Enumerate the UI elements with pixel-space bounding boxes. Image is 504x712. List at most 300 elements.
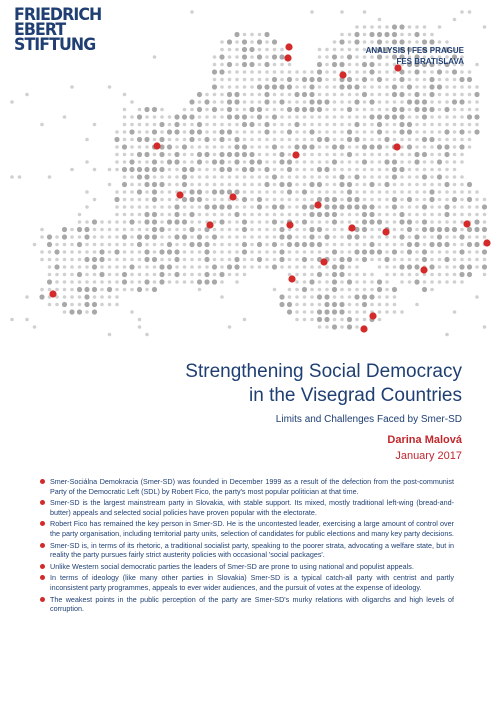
- map-dot: [108, 250, 112, 254]
- map-dot: [138, 258, 142, 262]
- map-dot: [325, 265, 329, 269]
- map-dot: [228, 220, 232, 224]
- map-dot: [257, 114, 262, 119]
- map-dot: [340, 198, 344, 202]
- map-dot: [445, 138, 449, 142]
- map-dot: [384, 137, 389, 142]
- map-dot: [429, 197, 434, 202]
- map-dot: [242, 39, 247, 44]
- map-dot: [144, 152, 149, 157]
- map-dot: [25, 318, 29, 322]
- map-dot: [459, 99, 464, 104]
- map-dot: [258, 250, 262, 254]
- map-dot: [115, 273, 119, 277]
- map-dot: [212, 204, 217, 209]
- map-dot: [249, 62, 254, 67]
- map-dot: [423, 123, 427, 127]
- map-dot: [363, 198, 367, 202]
- map-dot: [453, 243, 457, 247]
- map-dot: [197, 152, 202, 157]
- map-dot: [475, 108, 479, 112]
- map-dot: [303, 250, 307, 254]
- map-dot: [242, 152, 247, 157]
- map-dot: [189, 197, 194, 202]
- map-dot: [183, 190, 187, 194]
- map-dot: [482, 264, 487, 269]
- map-dot: [78, 265, 82, 269]
- map-dot: [250, 175, 254, 179]
- map-dot: [369, 99, 374, 104]
- map-dot: [362, 227, 367, 232]
- map-dot: [332, 287, 337, 292]
- map-dot: [348, 40, 352, 44]
- map-dot: [264, 62, 269, 67]
- map-dot: [422, 107, 427, 112]
- map-dot: [303, 115, 307, 119]
- map-dot: [452, 227, 457, 232]
- map-dot: [318, 190, 322, 194]
- map-dot: [273, 183, 277, 187]
- bullet-dot-icon: [40, 564, 45, 569]
- map-dot: [205, 93, 209, 97]
- map-dot: [393, 258, 397, 262]
- map-dot: [108, 303, 112, 307]
- map-dot: [242, 122, 247, 127]
- map-dot: [115, 295, 119, 299]
- map-dot: [243, 213, 247, 217]
- map-dot: [399, 24, 404, 29]
- map-dot: [48, 258, 52, 262]
- map-dot: [190, 123, 194, 127]
- map-dot: [92, 287, 97, 292]
- map-dot: [265, 153, 269, 157]
- map-dot: [347, 257, 352, 262]
- map-dot: [228, 138, 232, 142]
- map-dot: [429, 227, 434, 232]
- map-dot: [377, 249, 382, 254]
- map-dot: [325, 183, 329, 187]
- map-dot: [468, 145, 472, 149]
- summary-bullet: [50, 541, 454, 560]
- map-dot: [174, 159, 179, 164]
- map-dot: [318, 160, 322, 164]
- map-dot: [168, 198, 172, 202]
- map-dot: [399, 129, 404, 134]
- map-dot: [84, 227, 89, 232]
- map-dot: [138, 183, 142, 187]
- map-dot: [400, 100, 404, 104]
- map-dot: [235, 235, 239, 239]
- map-dot: [378, 228, 382, 232]
- map-dot: [288, 153, 292, 157]
- map-dot: [219, 219, 224, 224]
- map-dot: [333, 100, 337, 104]
- map-dot: [130, 250, 134, 254]
- map-dot: [303, 303, 307, 307]
- map-dot: [130, 153, 134, 157]
- map-dot: [475, 205, 479, 209]
- map-dot: [310, 318, 314, 322]
- map-dot: [369, 212, 374, 217]
- map-dot: [183, 153, 187, 157]
- map-dot: [145, 123, 149, 127]
- map-dot: [257, 39, 262, 44]
- map-dot: [145, 243, 149, 247]
- map-dot: [422, 114, 427, 119]
- map-dot: [174, 272, 179, 277]
- map-dot: [280, 265, 284, 269]
- map-dot: [340, 235, 344, 239]
- map-dot: [295, 303, 299, 307]
- map-dot: [228, 258, 232, 262]
- map-dot: [227, 62, 232, 67]
- map-dot: [242, 249, 247, 254]
- map-dot: [190, 10, 194, 14]
- map-dot: [369, 219, 374, 224]
- map-dot: [348, 273, 352, 277]
- map-dot: [348, 100, 352, 104]
- map-dot: [325, 175, 329, 179]
- map-dot: [453, 273, 457, 277]
- map-dot: [168, 280, 172, 284]
- map-dot: [348, 145, 352, 149]
- map-dot: [272, 174, 277, 179]
- map-dot: [47, 242, 52, 247]
- map-dot: [475, 250, 479, 254]
- map-dot: [242, 227, 247, 232]
- map-dot: [63, 115, 67, 119]
- map-dot: [25, 93, 29, 97]
- map-dot: [385, 280, 389, 284]
- map-dot: [385, 295, 389, 299]
- map-dot: [265, 48, 269, 52]
- map-dot: [250, 205, 254, 209]
- map-dot: [303, 295, 307, 299]
- map-dot: [399, 212, 404, 217]
- map-dot: [385, 273, 389, 277]
- map-dot: [153, 123, 157, 127]
- map-dot: [333, 70, 337, 74]
- map-dot: [475, 190, 479, 194]
- map-dot: [393, 303, 397, 307]
- map-dot: [160, 205, 164, 209]
- map-dot: [310, 273, 314, 277]
- map-dot: [190, 145, 194, 149]
- map-dot: [408, 70, 412, 74]
- map-dot: [333, 235, 337, 239]
- map-dot: [168, 123, 172, 127]
- map-dot: [340, 190, 344, 194]
- map-dot: [175, 138, 179, 142]
- map-dot: [213, 258, 217, 262]
- map-dot: [220, 228, 224, 232]
- map-dot: [385, 198, 389, 202]
- map-dot: [220, 93, 224, 97]
- map-dot: [213, 153, 217, 157]
- map-dot: [340, 228, 344, 232]
- map-dot: [438, 138, 442, 142]
- map-dot: [347, 107, 352, 112]
- map-dot: [190, 160, 194, 164]
- map-dot: [249, 167, 254, 172]
- map-dot: [423, 190, 427, 194]
- bullet-text: The weakest points in the public perception of the party are Smer-SD's murky relations with oligarchs and high levels of corruption.: [50, 594, 454, 614]
- map-dot: [430, 70, 434, 74]
- map-dot: [273, 123, 277, 127]
- map-dot: [303, 130, 307, 134]
- map-dot: [385, 235, 389, 239]
- map-dot: [264, 167, 269, 172]
- map-dot: [63, 250, 67, 254]
- map-dot: [309, 227, 314, 232]
- map-dot: [99, 257, 104, 262]
- map-dot: [242, 167, 247, 172]
- map-dot: [63, 295, 67, 299]
- map-dot: [429, 107, 434, 112]
- map-dot: [377, 279, 382, 284]
- map-dot: [333, 258, 337, 262]
- map-dot: [54, 264, 59, 269]
- map-dot: [347, 189, 352, 194]
- map-dot: [294, 144, 299, 149]
- map-dot: [183, 243, 187, 247]
- map-dot: [325, 55, 329, 59]
- map-dot: [423, 78, 427, 82]
- map-dot: [243, 205, 247, 209]
- map-dot: [438, 123, 442, 127]
- map-dot: [430, 168, 434, 172]
- map-dot: [474, 227, 479, 232]
- map-dot: [370, 288, 374, 292]
- map-dot: [339, 264, 344, 269]
- map-dot: [445, 93, 449, 97]
- map-dot: [280, 175, 284, 179]
- map-dot: [137, 287, 142, 292]
- map-dot: [415, 250, 419, 254]
- map-dot: [174, 249, 179, 254]
- map-dot: [258, 183, 262, 187]
- map-dot: [354, 32, 359, 37]
- map-dot: [265, 70, 269, 74]
- map-dot: [339, 144, 344, 149]
- map-dot: [369, 114, 374, 119]
- map-dot: [430, 33, 434, 37]
- map-dot: [303, 85, 307, 89]
- map-dot: [92, 309, 97, 314]
- map-dot: [220, 63, 224, 67]
- map-dot: [198, 205, 202, 209]
- map-dot: [378, 153, 382, 157]
- map-dot: [212, 159, 217, 164]
- map-dot: [70, 265, 74, 269]
- map-dot: [325, 93, 329, 97]
- map-highlight-dot: [292, 151, 299, 158]
- map-dot: [40, 228, 44, 232]
- map-dot: [264, 182, 269, 187]
- map-dot: [460, 70, 464, 74]
- map-dot: [437, 159, 442, 164]
- map-dot: [85, 243, 89, 247]
- map-dot: [333, 93, 337, 97]
- map-dot: [437, 144, 442, 149]
- map-dot: [84, 287, 89, 292]
- map-dot: [340, 280, 344, 284]
- map-dot: [264, 129, 269, 134]
- map-dot: [144, 174, 149, 179]
- map-dot: [295, 190, 299, 194]
- map-dot: [243, 235, 247, 239]
- map-dot: [152, 257, 157, 262]
- map-dot: [340, 48, 344, 52]
- map-dot: [108, 228, 112, 232]
- map-dot: [182, 174, 187, 179]
- map-dot: [249, 159, 254, 164]
- map-dot: [460, 93, 464, 97]
- map-dot: [317, 167, 322, 172]
- map-dot: [234, 189, 239, 194]
- map-dot: [243, 138, 247, 142]
- map-dot: [295, 78, 299, 82]
- map-dot: [400, 153, 404, 157]
- map-dot: [340, 93, 344, 97]
- map-dot: [482, 249, 487, 254]
- map-dot: [354, 137, 359, 142]
- map-dot: [212, 84, 217, 89]
- map-dot: [243, 33, 247, 37]
- map-dot: [235, 48, 239, 52]
- map-dot: [438, 93, 442, 97]
- map-dot: [85, 273, 89, 277]
- map-dot: [153, 115, 157, 119]
- map-dot: [468, 205, 472, 209]
- map-dot: [123, 130, 127, 134]
- map-dot: [159, 249, 164, 254]
- map-dot: [18, 175, 22, 179]
- map-dot: [400, 258, 404, 262]
- map-dot: [430, 205, 434, 209]
- map-dot: [63, 288, 67, 292]
- map-dot: [407, 197, 412, 202]
- map-dot: [438, 258, 442, 262]
- map-dot: [288, 123, 292, 127]
- map-dot: [459, 264, 464, 269]
- map-dot: [115, 153, 119, 157]
- map-dot: [220, 175, 224, 179]
- map-dot: [264, 99, 269, 104]
- map-dot: [295, 183, 299, 187]
- map-dot: [100, 303, 104, 307]
- map-dot: [108, 265, 112, 269]
- summary-bullet: [50, 477, 454, 496]
- map-dot: [393, 295, 397, 299]
- map-dot: [272, 242, 277, 247]
- map-dot: [415, 258, 419, 262]
- map-dot: [355, 258, 359, 262]
- map-dot: [407, 227, 412, 232]
- map-dot: [63, 273, 67, 277]
- map-dot: [168, 153, 172, 157]
- map-dot: [423, 93, 427, 97]
- map-dot: [295, 220, 299, 224]
- map-dot: [123, 93, 127, 97]
- map-dot: [213, 138, 217, 142]
- map-dot: [453, 93, 457, 97]
- map-dot: [438, 100, 442, 104]
- map-dot: [153, 138, 157, 142]
- map-dot: [250, 33, 254, 37]
- map-dot: [355, 63, 359, 67]
- map-dot: [474, 129, 479, 134]
- map-dot: [137, 167, 142, 172]
- map-dot: [130, 183, 134, 187]
- map-dot: [445, 175, 449, 179]
- map-dot: [85, 250, 89, 254]
- map-dot: [220, 258, 224, 262]
- map-dot: [393, 273, 397, 277]
- map-dot: [295, 205, 299, 209]
- map-dot: [250, 183, 254, 187]
- map-dot: [459, 129, 464, 134]
- map-dot: [138, 108, 142, 112]
- map-dot: [475, 85, 479, 89]
- map-dot: [85, 265, 89, 269]
- map-dot: [378, 318, 382, 322]
- map-dot: [415, 78, 419, 82]
- map-highlight-dot: [463, 220, 470, 227]
- map-dot: [408, 190, 412, 194]
- map-dot: [78, 280, 82, 284]
- map-dot: [219, 129, 224, 134]
- map-dot: [279, 257, 284, 262]
- map-dot: [123, 115, 127, 119]
- map-dot: [235, 70, 239, 74]
- map-dot: [115, 145, 119, 149]
- map-dot: [100, 265, 104, 269]
- map-dot: [318, 220, 322, 224]
- map-dot: [384, 257, 389, 262]
- map-dot: [174, 219, 179, 224]
- map-dot: [332, 279, 337, 284]
- map-dot: [137, 114, 142, 119]
- map-dot: [280, 138, 284, 142]
- map-dot: [228, 213, 232, 217]
- map-dot: [189, 129, 194, 134]
- map-dot: [227, 167, 232, 172]
- map-highlight-dot: [49, 290, 56, 297]
- map-dot: [384, 32, 389, 37]
- map-dot: [310, 168, 314, 172]
- map-dot: [190, 273, 194, 277]
- map-dot: [204, 279, 209, 284]
- map-dot: [160, 108, 164, 112]
- map-dot: [78, 235, 82, 239]
- map-dot: [108, 168, 112, 172]
- map-dot: [385, 145, 389, 149]
- map-dot: [363, 100, 367, 104]
- map-dot: [280, 78, 284, 82]
- map-dot: [415, 183, 419, 187]
- map-dot: [183, 123, 187, 127]
- map-dot: [437, 227, 442, 232]
- map-dot: [370, 168, 374, 172]
- map-dot: [370, 85, 374, 89]
- map-dot: [355, 78, 359, 82]
- map-dot: [348, 250, 352, 254]
- map-dot: [318, 85, 322, 89]
- map-dot: [93, 273, 97, 277]
- map-dot: [167, 264, 172, 269]
- map-dot: [414, 234, 419, 239]
